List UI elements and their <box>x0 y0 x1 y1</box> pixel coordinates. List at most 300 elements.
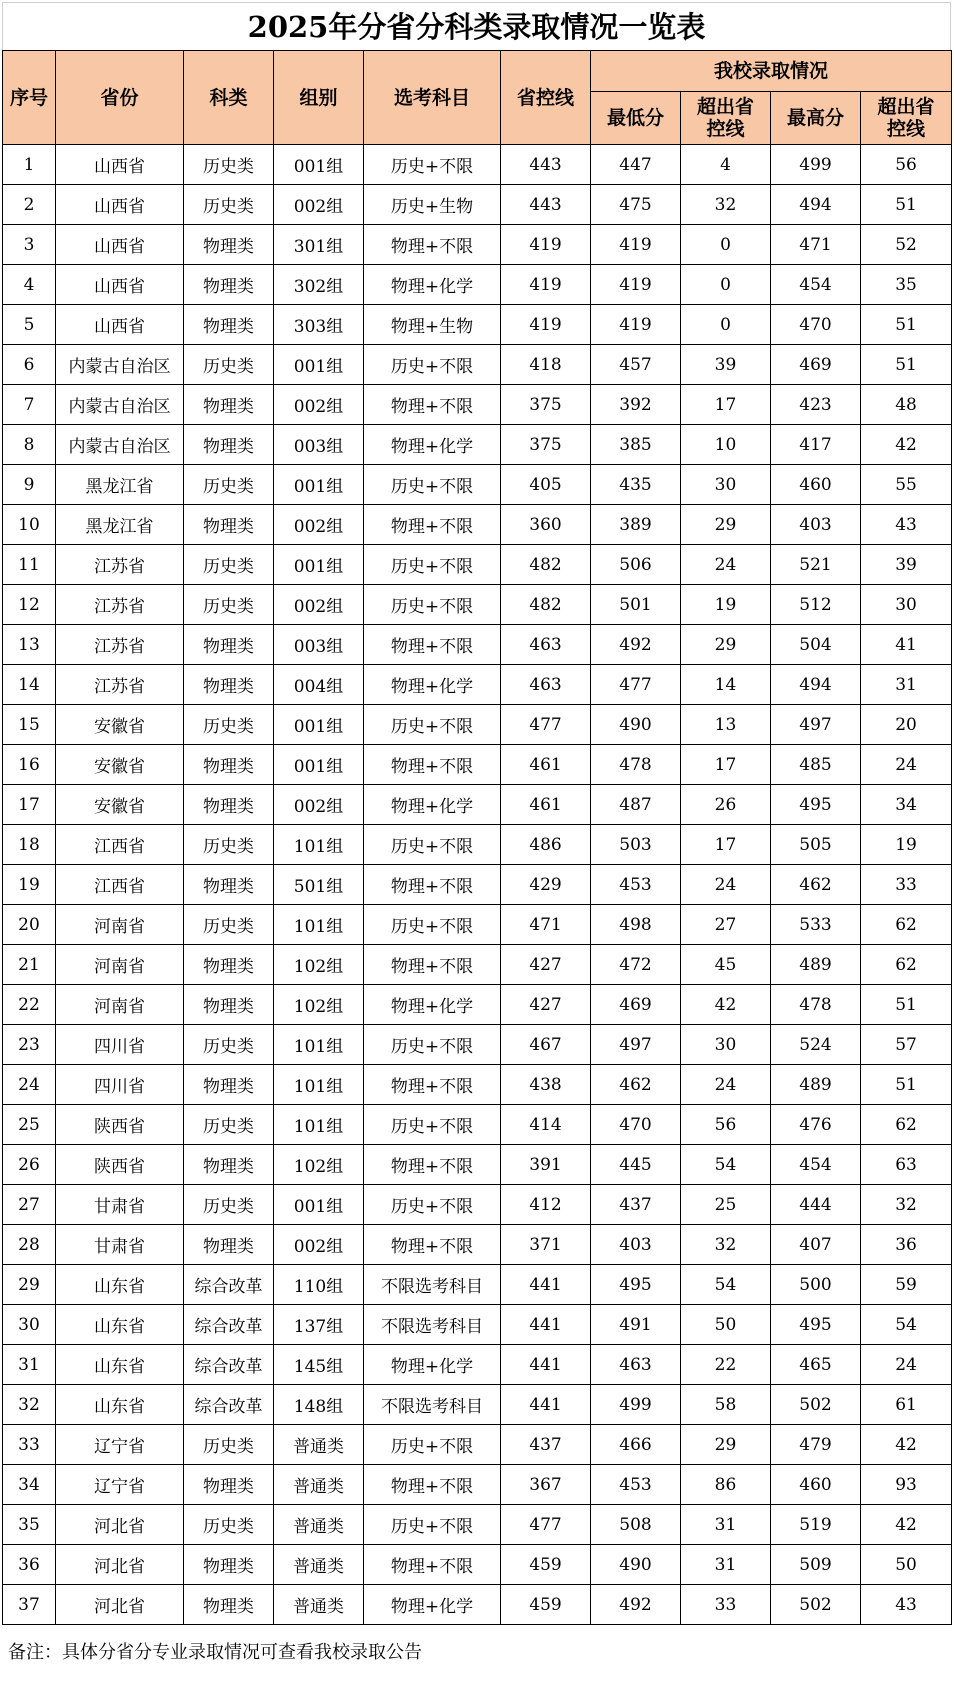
cell-min-score: 490 <box>591 1545 681 1585</box>
cell-min-score: 392 <box>591 385 681 425</box>
footnote: 备注：具体分省分专业录取情况可查看我校录取公告 <box>8 1642 422 1663</box>
cell-subjects: 物理+不限 <box>364 1065 501 1105</box>
cell-above-min: 24 <box>681 865 771 905</box>
cell-max-score: 423 <box>771 385 861 425</box>
cell-max-score: 454 <box>771 265 861 305</box>
cell-province: 山东省 <box>56 1345 184 1385</box>
cell-province: 四川省 <box>56 1025 184 1065</box>
cell-max-score: 533 <box>771 905 861 945</box>
cell-above-min: 30 <box>681 465 771 505</box>
cell-seq: 4 <box>3 265 56 305</box>
cell-province: 陕西省 <box>56 1145 184 1185</box>
table-row <box>3 1545 952 1585</box>
cell-subjects: 物理+化学 <box>364 425 501 465</box>
cell-group: 普通类 <box>274 1585 364 1625</box>
cell-category: 综合改革 <box>184 1265 274 1305</box>
cell-above-max: 56 <box>861 145 952 185</box>
cell-above-max: 42 <box>861 1425 952 1465</box>
cell-province: 安徽省 <box>56 785 184 825</box>
cell-seq: 19 <box>3 865 56 905</box>
cell-above-min: 31 <box>681 1505 771 1545</box>
cell-above-min: 0 <box>681 305 771 345</box>
cell-province: 江西省 <box>56 865 184 905</box>
cell-subjects: 物理+化学 <box>364 985 501 1025</box>
table-row <box>3 665 952 705</box>
cell-category: 物理类 <box>184 865 274 905</box>
cell-category: 历史类 <box>184 705 274 745</box>
cell-group: 004组 <box>274 665 364 705</box>
cell-min-score: 445 <box>591 1145 681 1185</box>
cell-min-score: 463 <box>591 1345 681 1385</box>
cell-group: 302组 <box>274 265 364 305</box>
cell-category: 物理类 <box>184 1065 274 1105</box>
cell-category: 历史类 <box>184 145 274 185</box>
cell-group: 301组 <box>274 225 364 265</box>
cell-above-max: 57 <box>861 1025 952 1065</box>
cell-subjects: 物理+不限 <box>364 745 501 785</box>
cell-province: 江苏省 <box>56 625 184 665</box>
cell-group: 002组 <box>274 185 364 225</box>
cell-seq: 29 <box>3 1265 56 1305</box>
cell-category: 综合改革 <box>184 1345 274 1385</box>
cell-group: 001组 <box>274 745 364 785</box>
cell-province: 江西省 <box>56 825 184 865</box>
cell-above-min: 10 <box>681 425 771 465</box>
table-row <box>3 1385 952 1425</box>
cell-max-score: 499 <box>771 145 861 185</box>
cell-above-max: 32 <box>861 1185 952 1225</box>
cell-group: 137组 <box>274 1305 364 1345</box>
cell-max-score: 494 <box>771 185 861 225</box>
table-row <box>3 345 952 385</box>
cell-group: 003组 <box>274 425 364 465</box>
cell-above-min: 17 <box>681 825 771 865</box>
cell-group: 普通类 <box>274 1465 364 1505</box>
cell-control-line: 412 <box>501 1185 591 1225</box>
cell-above-min: 54 <box>681 1265 771 1305</box>
cell-subjects: 物理+不限 <box>364 625 501 665</box>
cell-above-max: 34 <box>861 785 952 825</box>
cell-control-line: 367 <box>501 1465 591 1505</box>
cell-province: 山西省 <box>56 305 184 345</box>
cell-subjects: 历史+不限 <box>364 1105 501 1145</box>
cell-category: 物理类 <box>184 265 274 305</box>
cell-seq: 13 <box>3 625 56 665</box>
cell-control-line: 482 <box>501 585 591 625</box>
cell-seq: 18 <box>3 825 56 865</box>
cell-above-min: 24 <box>681 1065 771 1105</box>
cell-min-score: 453 <box>591 1465 681 1505</box>
cell-min-score: 478 <box>591 745 681 785</box>
table-row <box>3 1185 952 1225</box>
table-row <box>3 1305 952 1345</box>
cell-control-line: 443 <box>501 185 591 225</box>
cell-above-max: 55 <box>861 465 952 505</box>
cell-above-max: 42 <box>861 1505 952 1545</box>
cell-min-score: 498 <box>591 905 681 945</box>
cell-above-max: 43 <box>861 1585 952 1625</box>
cell-max-score: 462 <box>771 865 861 905</box>
cell-group: 001组 <box>274 545 364 585</box>
table-row <box>3 705 952 745</box>
cell-subjects: 物理+生物 <box>364 305 501 345</box>
table-body <box>3 145 952 1625</box>
cell-province: 陕西省 <box>56 1105 184 1145</box>
cell-seq: 10 <box>3 505 56 545</box>
cell-seq: 6 <box>3 345 56 385</box>
header-seq: 序号 <box>3 51 56 145</box>
cell-min-score: 437 <box>591 1185 681 1225</box>
cell-province: 安徽省 <box>56 745 184 785</box>
cell-max-score: 500 <box>771 1265 861 1305</box>
cell-min-score: 385 <box>591 425 681 465</box>
cell-subjects: 历史+不限 <box>364 1025 501 1065</box>
cell-province: 河南省 <box>56 905 184 945</box>
cell-group: 001组 <box>274 465 364 505</box>
cell-max-score: 476 <box>771 1105 861 1145</box>
table-row <box>3 425 952 465</box>
cell-province: 山东省 <box>56 1265 184 1305</box>
cell-min-score: 447 <box>591 145 681 185</box>
cell-min-score: 492 <box>591 1585 681 1625</box>
cell-group: 101组 <box>274 905 364 945</box>
cell-subjects: 历史+不限 <box>364 1185 501 1225</box>
cell-province: 黑龙江省 <box>56 465 184 505</box>
cell-above-min: 33 <box>681 1585 771 1625</box>
cell-above-max: 63 <box>861 1145 952 1185</box>
admission-table <box>2 50 952 1625</box>
table-row <box>3 1225 952 1265</box>
table-row <box>3 1465 952 1505</box>
cell-above-max: 35 <box>861 265 952 305</box>
header-group: 组别 <box>274 51 364 145</box>
cell-max-score: 479 <box>771 1425 861 1465</box>
cell-seq: 5 <box>3 305 56 345</box>
table-row <box>3 1585 952 1625</box>
cell-control-line: 459 <box>501 1585 591 1625</box>
cell-control-line: 360 <box>501 505 591 545</box>
cell-category: 物理类 <box>184 665 274 705</box>
cell-province: 山西省 <box>56 225 184 265</box>
cell-max-score: 524 <box>771 1025 861 1065</box>
cell-province: 江苏省 <box>56 665 184 705</box>
cell-control-line: 441 <box>501 1345 591 1385</box>
cell-group: 002组 <box>274 505 364 545</box>
cell-above-max: 62 <box>861 905 952 945</box>
cell-above-max: 61 <box>861 1385 952 1425</box>
cell-above-max: 36 <box>861 1225 952 1265</box>
cell-subjects: 物理+不限 <box>364 1145 501 1185</box>
cell-control-line: 414 <box>501 1105 591 1145</box>
cell-subjects: 物理+不限 <box>364 225 501 265</box>
cell-seq: 36 <box>3 1545 56 1585</box>
table-row <box>3 985 952 1025</box>
cell-category: 物理类 <box>184 785 274 825</box>
cell-control-line: 441 <box>501 1385 591 1425</box>
cell-above-max: 51 <box>861 1065 952 1105</box>
cell-max-score: 497 <box>771 705 861 745</box>
cell-subjects: 不限选考科目 <box>364 1385 501 1425</box>
cell-control-line: 459 <box>501 1545 591 1585</box>
cell-min-score: 499 <box>591 1385 681 1425</box>
cell-seq: 9 <box>3 465 56 505</box>
cell-control-line: 405 <box>501 465 591 505</box>
cell-above-min: 45 <box>681 945 771 985</box>
cell-seq: 21 <box>3 945 56 985</box>
cell-province: 山西省 <box>56 265 184 305</box>
cell-category: 物理类 <box>184 945 274 985</box>
cell-province: 内蒙古自治区 <box>56 385 184 425</box>
cell-province: 山西省 <box>56 145 184 185</box>
cell-category: 历史类 <box>184 825 274 865</box>
table-row <box>3 465 952 505</box>
cell-above-min: 56 <box>681 1105 771 1145</box>
cell-above-min: 31 <box>681 1545 771 1585</box>
cell-above-min: 0 <box>681 225 771 265</box>
cell-category: 物理类 <box>184 1145 274 1185</box>
cell-above-max: 62 <box>861 1105 952 1145</box>
cell-category: 物理类 <box>184 505 274 545</box>
cell-max-score: 502 <box>771 1385 861 1425</box>
cell-category: 历史类 <box>184 345 274 385</box>
table-row <box>3 305 952 345</box>
cell-subjects: 物理+不限 <box>364 865 501 905</box>
cell-control-line: 391 <box>501 1145 591 1185</box>
cell-seq: 25 <box>3 1105 56 1145</box>
cell-max-score: 465 <box>771 1345 861 1385</box>
table-row <box>3 185 952 225</box>
cell-subjects: 不限选考科目 <box>364 1265 501 1305</box>
cell-min-score: 490 <box>591 705 681 745</box>
cell-province: 甘肃省 <box>56 1185 184 1225</box>
cell-province: 辽宁省 <box>56 1425 184 1465</box>
cell-above-min: 4 <box>681 145 771 185</box>
cell-max-score: 460 <box>771 465 861 505</box>
cell-seq: 1 <box>3 145 56 185</box>
cell-above-min: 27 <box>681 905 771 945</box>
cell-max-score: 417 <box>771 425 861 465</box>
cell-group: 303组 <box>274 305 364 345</box>
cell-above-min: 29 <box>681 505 771 545</box>
cell-category: 物理类 <box>184 1465 274 1505</box>
cell-subjects: 历史+不限 <box>364 825 501 865</box>
cell-category: 历史类 <box>184 1505 274 1545</box>
cell-group: 101组 <box>274 1065 364 1105</box>
cell-control-line: 486 <box>501 825 591 865</box>
table-row <box>3 1105 952 1145</box>
cell-seq: 24 <box>3 1065 56 1105</box>
cell-category: 物理类 <box>184 1585 274 1625</box>
cell-seq: 17 <box>3 785 56 825</box>
cell-seq: 3 <box>3 225 56 265</box>
cell-seq: 22 <box>3 985 56 1025</box>
cell-province: 河北省 <box>56 1585 184 1625</box>
cell-group: 102组 <box>274 985 364 1025</box>
cell-min-score: 419 <box>591 305 681 345</box>
cell-seq: 35 <box>3 1505 56 1545</box>
cell-above-max: 33 <box>861 865 952 905</box>
cell-control-line: 461 <box>501 745 591 785</box>
table-row <box>3 145 952 185</box>
cell-above-max: 50 <box>861 1545 952 1585</box>
cell-min-score: 491 <box>591 1305 681 1345</box>
cell-category: 历史类 <box>184 1185 274 1225</box>
cell-seq: 16 <box>3 745 56 785</box>
cell-above-min: 54 <box>681 1145 771 1185</box>
cell-min-score: 453 <box>591 865 681 905</box>
cell-category: 物理类 <box>184 745 274 785</box>
table-row <box>3 1065 952 1105</box>
cell-seq: 15 <box>3 705 56 745</box>
cell-seq: 27 <box>3 1185 56 1225</box>
cell-subjects: 物理+不限 <box>364 1545 501 1585</box>
cell-subjects: 物理+化学 <box>364 265 501 305</box>
cell-category: 历史类 <box>184 585 274 625</box>
cell-subjects: 物理+不限 <box>364 505 501 545</box>
cell-category: 物理类 <box>184 1545 274 1585</box>
cell-control-line: 371 <box>501 1225 591 1265</box>
cell-category: 物理类 <box>184 225 274 265</box>
cell-group: 001组 <box>274 705 364 745</box>
cell-above-max: 51 <box>861 985 952 1025</box>
cell-above-min: 86 <box>681 1465 771 1505</box>
cell-min-score: 419 <box>591 265 681 305</box>
cell-province: 河北省 <box>56 1505 184 1545</box>
cell-control-line: 438 <box>501 1065 591 1105</box>
table-row <box>3 745 952 785</box>
admission-sheet <box>2 2 951 1625</box>
cell-category: 历史类 <box>184 905 274 945</box>
cell-control-line: 427 <box>501 985 591 1025</box>
cell-group: 101组 <box>274 1025 364 1065</box>
cell-min-score: 492 <box>591 625 681 665</box>
cell-category: 物理类 <box>184 1225 274 1265</box>
cell-category: 物理类 <box>184 305 274 345</box>
cell-group: 普通类 <box>274 1425 364 1465</box>
cell-category: 历史类 <box>184 465 274 505</box>
table-row <box>3 1345 952 1385</box>
cell-above-max: 51 <box>861 305 952 345</box>
table-row <box>3 545 952 585</box>
cell-control-line: 375 <box>501 385 591 425</box>
cell-above-min: 29 <box>681 625 771 665</box>
cell-group: 101组 <box>274 1105 364 1145</box>
cell-above-max: 31 <box>861 665 952 705</box>
cell-above-min: 50 <box>681 1305 771 1345</box>
cell-max-score: 470 <box>771 305 861 345</box>
cell-control-line: 477 <box>501 1505 591 1545</box>
table-row <box>3 785 952 825</box>
cell-max-score: 403 <box>771 505 861 545</box>
cell-min-score: 419 <box>591 225 681 265</box>
cell-above-max: 52 <box>861 225 952 265</box>
cell-subjects: 历史+不限 <box>364 345 501 385</box>
cell-group: 102组 <box>274 1145 364 1185</box>
cell-max-score: 469 <box>771 345 861 385</box>
cell-control-line: 419 <box>501 305 591 345</box>
cell-above-min: 17 <box>681 385 771 425</box>
cell-subjects: 物理+化学 <box>364 785 501 825</box>
cell-seq: 8 <box>3 425 56 465</box>
cell-min-score: 462 <box>591 1065 681 1105</box>
cell-group: 001组 <box>274 345 364 385</box>
cell-province: 山西省 <box>56 185 184 225</box>
table-row <box>3 1425 952 1465</box>
cell-max-score: 521 <box>771 545 861 585</box>
cell-control-line: 429 <box>501 865 591 905</box>
table-row <box>3 265 952 305</box>
cell-category: 历史类 <box>184 1025 274 1065</box>
cell-control-line: 441 <box>501 1305 591 1345</box>
cell-control-line: 427 <box>501 945 591 985</box>
cell-province: 河南省 <box>56 945 184 985</box>
cell-control-line: 463 <box>501 665 591 705</box>
cell-above-max: 48 <box>861 385 952 425</box>
cell-above-max: 54 <box>861 1305 952 1345</box>
cell-control-line: 477 <box>501 705 591 745</box>
cell-above-min: 39 <box>681 345 771 385</box>
cell-min-score: 506 <box>591 545 681 585</box>
cell-province: 辽宁省 <box>56 1465 184 1505</box>
cell-control-line: 482 <box>501 545 591 585</box>
header-above-max: 超出省控线 <box>861 92 952 145</box>
cell-max-score: 519 <box>771 1505 861 1545</box>
cell-max-score: 512 <box>771 585 861 625</box>
table-row <box>3 1505 952 1545</box>
cell-above-max: 39 <box>861 545 952 585</box>
cell-min-score: 389 <box>591 505 681 545</box>
cell-seq: 28 <box>3 1225 56 1265</box>
cell-subjects: 历史+不限 <box>364 145 501 185</box>
header-category: 科类 <box>184 51 274 145</box>
cell-seq: 37 <box>3 1585 56 1625</box>
header-max-score: 最高分 <box>771 92 861 145</box>
cell-province: 江苏省 <box>56 585 184 625</box>
table-row <box>3 385 952 425</box>
cell-above-min: 58 <box>681 1385 771 1425</box>
cell-min-score: 475 <box>591 185 681 225</box>
header-control-line: 省控线 <box>501 51 591 145</box>
cell-above-max: 30 <box>861 585 952 625</box>
cell-min-score: 508 <box>591 1505 681 1545</box>
cell-category: 历史类 <box>184 545 274 585</box>
cell-min-score: 403 <box>591 1225 681 1265</box>
cell-min-score: 470 <box>591 1105 681 1145</box>
cell-above-min: 29 <box>681 1425 771 1465</box>
cell-subjects: 历史+不限 <box>364 545 501 585</box>
header-province: 省份 <box>56 51 184 145</box>
cell-control-line: 418 <box>501 345 591 385</box>
cell-control-line: 471 <box>501 905 591 945</box>
cell-province: 江苏省 <box>56 545 184 585</box>
cell-min-score: 477 <box>591 665 681 705</box>
cell-seq: 20 <box>3 905 56 945</box>
cell-category: 综合改革 <box>184 1385 274 1425</box>
cell-max-score: 489 <box>771 1065 861 1105</box>
cell-max-score: 495 <box>771 1305 861 1345</box>
table-row <box>3 1025 952 1065</box>
cell-seq: 34 <box>3 1465 56 1505</box>
cell-group: 002组 <box>274 585 364 625</box>
cell-control-line: 463 <box>501 625 591 665</box>
header-school-group: 我校录取情况 <box>591 51 952 92</box>
cell-above-max: 62 <box>861 945 952 985</box>
cell-max-score: 489 <box>771 945 861 985</box>
cell-above-max: 51 <box>861 185 952 225</box>
cell-above-max: 51 <box>861 345 952 385</box>
cell-max-score: 509 <box>771 1545 861 1585</box>
cell-min-score: 503 <box>591 825 681 865</box>
